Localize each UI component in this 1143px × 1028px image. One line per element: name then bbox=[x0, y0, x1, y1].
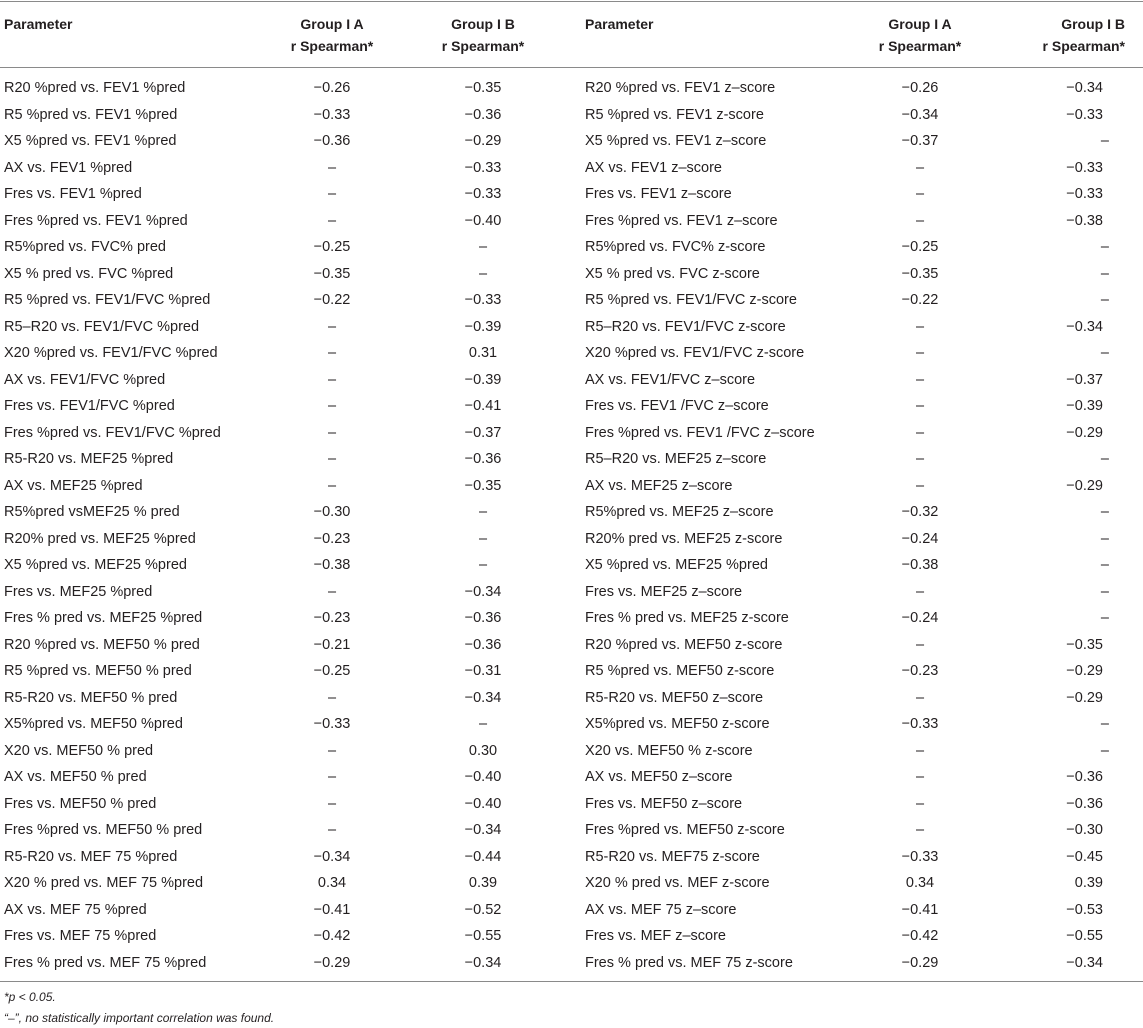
param-left-cell: R5–R20 vs. FEV1/FVC %pred bbox=[4, 318, 200, 335]
param-left-cell: R20% pred vs. MEF25 %pred bbox=[4, 530, 196, 547]
group-ib-right-cell: −0.37 bbox=[1066, 371, 1103, 388]
param-right-cell: Fres %pred vs. MEF50 z-score bbox=[585, 822, 785, 838]
table-row bbox=[0, 685, 1143, 712]
group-ia-right-cell: – bbox=[915, 371, 925, 388]
param-left-cell: X5 % pred vs. FVC %pred bbox=[4, 265, 174, 282]
param-right-cell: R5-R20 vs. MEF50 z–score bbox=[585, 689, 764, 706]
group-ia-right-cell: −0.24 bbox=[901, 610, 939, 626]
group-ib-right-cell: −0.33 bbox=[1066, 106, 1103, 123]
group-ib-right-cell: – bbox=[1100, 345, 1109, 361]
group-ib-right-cell: −0.33 bbox=[1066, 186, 1103, 202]
table-row bbox=[0, 393, 1143, 420]
table-row bbox=[0, 473, 1143, 500]
param-right-cell: R20 %pred vs. FEV1 z–score bbox=[585, 80, 776, 96]
param-left-cell: Fres %pred vs. MEF50 % pred bbox=[4, 822, 203, 838]
group-ib-right-cell: −0.55 bbox=[1066, 928, 1103, 944]
param-right-cell: AX vs. MEF25 z–score bbox=[585, 477, 733, 494]
group-ib-left-cell: −0.29 bbox=[464, 133, 502, 149]
group-ib-right-cell: – bbox=[1100, 716, 1109, 732]
group-ib-right-cell: −0.36 bbox=[1066, 769, 1103, 785]
group-ia-left-cell: −0.34 bbox=[313, 848, 351, 865]
param-right-cell: Fres %pred vs. FEV1 z–score bbox=[585, 212, 778, 229]
group-ia-right-cell: – bbox=[915, 477, 925, 494]
param-right-cell: Fres vs. FEV1 /FVC z–score bbox=[585, 398, 769, 414]
table-row bbox=[0, 446, 1143, 473]
header-group-ia-left-line1: Group I A bbox=[300, 16, 364, 32]
group-ib-left-cell: −0.37 bbox=[464, 424, 502, 441]
param-right-cell: R5%pred vs. MEF25 z–score bbox=[585, 504, 774, 520]
table-row bbox=[0, 208, 1143, 235]
group-ia-right-cell: – bbox=[915, 159, 925, 176]
group-ib-left-cell: −0.52 bbox=[464, 901, 502, 918]
header-group-ib-left bbox=[408, 13, 558, 57]
param-right-cell: X20 % pred vs. MEF z-score bbox=[585, 875, 770, 891]
group-ib-right-cell: −0.33 bbox=[1066, 159, 1103, 176]
param-left-cell: R5%pred vs. FVC% pred bbox=[4, 239, 166, 255]
param-right-cell: X5%pred vs. MEF50 z-score bbox=[585, 716, 770, 732]
table-bottom-rule bbox=[0, 981, 1143, 982]
group-ib-right-cell: −0.45 bbox=[1066, 848, 1103, 865]
group-ib-left-cell: – bbox=[478, 239, 488, 255]
table-row bbox=[0, 340, 1143, 367]
group-ia-left-cell: −0.29 bbox=[313, 954, 351, 971]
group-ia-right-cell: – bbox=[915, 186, 925, 202]
table-row bbox=[0, 552, 1143, 579]
group-ib-right-cell: −0.38 bbox=[1066, 212, 1103, 229]
group-ib-right-cell: −0.29 bbox=[1066, 477, 1103, 494]
group-ib-left-cell: −0.31 bbox=[464, 663, 502, 679]
param-left-cell: AX vs. MEF 75 %pred bbox=[4, 901, 147, 918]
group-ib-right-cell: – bbox=[1100, 292, 1109, 308]
group-ib-right-cell: – bbox=[1100, 239, 1109, 255]
group-ib-left-cell: −0.40 bbox=[464, 769, 502, 785]
group-ia-right-cell: – bbox=[915, 583, 925, 600]
param-right-cell: Fres % pred vs. MEF 75 z-score bbox=[585, 954, 793, 971]
group-ib-right-cell: – bbox=[1100, 583, 1109, 600]
table-row bbox=[0, 181, 1143, 208]
group-ia-right-cell: – bbox=[915, 636, 925, 653]
group-ib-right-cell: – bbox=[1100, 451, 1109, 467]
group-ib-left-cell: −0.39 bbox=[464, 318, 502, 335]
group-ib-left-cell: −0.34 bbox=[464, 822, 502, 838]
group-ib-right-cell: −0.29 bbox=[1066, 663, 1103, 679]
group-ia-right-cell: – bbox=[915, 318, 925, 335]
table-row bbox=[0, 923, 1143, 950]
param-left-cell: X20 % pred vs. MEF 75 %pred bbox=[4, 875, 204, 891]
param-right-cell: R5–R20 vs. MEF25 z–score bbox=[585, 451, 767, 467]
table-row bbox=[0, 764, 1143, 791]
group-ia-left-cell: −0.35 bbox=[313, 265, 351, 282]
param-left-cell: X20 %pred vs. FEV1/FVC %pred bbox=[4, 345, 218, 361]
header-parameter-left: Parameter bbox=[4, 16, 73, 32]
param-left-cell: Fres % pred vs. MEF25 %pred bbox=[4, 610, 203, 626]
group-ia-right-cell: −0.33 bbox=[901, 848, 939, 865]
group-ib-right-cell: −0.34 bbox=[1066, 80, 1103, 96]
group-ia-right-cell: −0.37 bbox=[901, 133, 939, 149]
header-group-ia-right bbox=[845, 13, 995, 57]
header-group-ib-right-line2: r Spearman* bbox=[1042, 38, 1125, 54]
param-right-cell: R5 %pred vs. FEV1/FVC z-score bbox=[585, 292, 797, 308]
param-left-cell: R5 %pred vs. FEV1 %pred bbox=[4, 106, 178, 123]
param-left-cell: Fres vs. MEF 75 %pred bbox=[4, 928, 157, 944]
group-ia-left-cell: −0.41 bbox=[313, 901, 351, 918]
group-ia-right-cell: −0.26 bbox=[901, 80, 939, 96]
group-ib-left-cell: −0.44 bbox=[464, 848, 502, 865]
group-ia-right-cell: – bbox=[915, 822, 925, 838]
group-ib-left-cell: −0.41 bbox=[464, 398, 502, 414]
group-ib-left-cell: −0.33 bbox=[464, 159, 502, 176]
param-right-cell: AX vs. MEF50 z–score bbox=[585, 769, 733, 785]
group-ia-left-cell: −0.33 bbox=[313, 716, 351, 732]
table-top-rule bbox=[0, 1, 1143, 2]
group-ib-left-cell: −0.34 bbox=[464, 689, 502, 706]
table-row bbox=[0, 314, 1143, 341]
group-ia-right-cell: −0.29 bbox=[901, 954, 939, 971]
param-left-cell: R5-R20 vs. MEF50 % pred bbox=[4, 689, 178, 706]
table-row bbox=[0, 579, 1143, 606]
table-row bbox=[0, 155, 1143, 182]
table-row bbox=[0, 844, 1143, 871]
table-row bbox=[0, 791, 1143, 818]
group-ia-left-cell: – bbox=[327, 795, 337, 812]
group-ib-left-cell: −0.34 bbox=[464, 954, 502, 971]
group-ib-right-cell: −0.35 bbox=[1066, 636, 1103, 653]
param-left-cell: Fres vs. MEF50 % pred bbox=[4, 795, 157, 812]
group-ia-right-cell: −0.42 bbox=[901, 928, 939, 944]
table-row bbox=[0, 738, 1143, 765]
table-row bbox=[0, 261, 1143, 288]
param-left-cell: AX vs. MEF50 % pred bbox=[4, 769, 147, 785]
table-row bbox=[0, 632, 1143, 659]
group-ib-right-cell: – bbox=[1100, 742, 1109, 759]
group-ib-left-cell: – bbox=[478, 504, 488, 520]
param-left-cell: R5 %pred vs. MEF50 % pred bbox=[4, 663, 192, 679]
param-left-cell: Fres vs. FEV1/FVC %pred bbox=[4, 398, 175, 414]
group-ib-left-cell: – bbox=[478, 530, 488, 547]
group-ia-left-cell: – bbox=[327, 424, 337, 441]
group-ia-right-cell: – bbox=[915, 769, 925, 785]
param-left-cell: X5 %pred vs. MEF25 %pred bbox=[4, 557, 187, 573]
group-ia-right-cell: – bbox=[915, 689, 925, 706]
param-left-cell: AX vs. FEV1/FVC %pred bbox=[4, 371, 166, 388]
group-ib-right-cell: – bbox=[1100, 530, 1109, 547]
group-ib-left-cell: – bbox=[478, 557, 488, 573]
param-left-cell: X5 %pred vs. FEV1 %pred bbox=[4, 133, 177, 149]
group-ia-left-cell: – bbox=[327, 477, 337, 494]
group-ib-right-cell: – bbox=[1100, 133, 1109, 149]
header-parameter-right: Parameter bbox=[585, 16, 654, 32]
group-ib-left-cell: −0.35 bbox=[464, 80, 502, 96]
group-ia-right-cell: −0.24 bbox=[901, 530, 939, 547]
group-ia-left-cell: – bbox=[327, 451, 337, 467]
param-right-cell: R5 %pred vs. MEF50 z-score bbox=[585, 663, 775, 679]
param-right-cell: Fres vs. MEF50 z–score bbox=[585, 795, 743, 812]
header-bottom-rule bbox=[0, 67, 1143, 68]
group-ia-left-cell: – bbox=[327, 398, 337, 414]
group-ia-right-cell: – bbox=[915, 742, 925, 759]
group-ib-left-cell: 0.30 bbox=[468, 742, 498, 759]
group-ia-left-cell: −0.25 bbox=[313, 239, 351, 255]
group-ib-right-cell: – bbox=[1100, 504, 1109, 520]
header-group-ia-left-line2: r Spearman* bbox=[290, 38, 374, 54]
table-row bbox=[0, 102, 1143, 129]
group-ib-right-cell: 0.39 bbox=[1074, 875, 1103, 891]
param-right-cell: X5 %pred vs. MEF25 %pred bbox=[585, 557, 768, 573]
group-ia-left-cell: – bbox=[327, 345, 337, 361]
group-ib-left-cell: 0.31 bbox=[468, 345, 498, 361]
group-ib-left-cell: −0.36 bbox=[464, 610, 502, 626]
header-group-ib-left-line2: r Spearman* bbox=[441, 38, 525, 54]
group-ib-right-cell: −0.34 bbox=[1066, 318, 1103, 335]
header-group-ib-right bbox=[1043, 13, 1125, 57]
param-right-cell: R5%pred vs. FVC% z-score bbox=[585, 239, 766, 255]
group-ia-right-cell: −0.38 bbox=[901, 557, 939, 573]
group-ib-left-cell: −0.36 bbox=[464, 106, 502, 123]
group-ib-left-cell: −0.36 bbox=[464, 636, 502, 653]
param-left-cell: Fres %pred vs. FEV1/FVC %pred bbox=[4, 424, 221, 441]
group-ia-right-cell: – bbox=[915, 795, 925, 812]
table-row bbox=[0, 367, 1143, 394]
param-right-cell: X20 %pred vs. FEV1/FVC z-score bbox=[585, 345, 805, 361]
group-ib-left-cell: −0.33 bbox=[464, 186, 502, 202]
group-ia-right-cell: −0.35 bbox=[901, 265, 939, 282]
group-ib-left-cell: −0.34 bbox=[464, 583, 502, 600]
header-group-ia-right-line1: Group I A bbox=[888, 16, 952, 32]
table-row bbox=[0, 287, 1143, 314]
group-ia-right-cell: – bbox=[915, 212, 925, 229]
header-group-ib-left-line1: Group I B bbox=[451, 16, 515, 32]
group-ia-right-cell: 0.34 bbox=[905, 875, 935, 891]
group-ia-left-cell: – bbox=[327, 689, 337, 706]
header-group-ib-right-line1: Group I B bbox=[1061, 16, 1125, 32]
table-row bbox=[0, 234, 1143, 261]
group-ib-right-cell: −0.36 bbox=[1066, 795, 1103, 812]
param-right-cell: Fres % pred vs. MEF25 z-score bbox=[585, 610, 789, 626]
param-left-cell: Fres % pred vs. MEF 75 %pred bbox=[4, 954, 207, 971]
param-left-cell: R5-R20 vs. MEF25 %pred bbox=[4, 451, 174, 467]
param-left-cell: R20 %pred vs. MEF50 % pred bbox=[4, 636, 200, 653]
param-right-cell: X20 vs. MEF50 % z-score bbox=[585, 742, 753, 759]
group-ia-left-cell: −0.33 bbox=[313, 106, 351, 123]
group-ib-right-cell: −0.34 bbox=[1066, 954, 1103, 971]
group-ia-left-cell: – bbox=[327, 742, 337, 759]
param-left-cell: AX vs. MEF25 %pred bbox=[4, 477, 143, 494]
param-right-cell: Fres vs. FEV1 z–score bbox=[585, 186, 732, 202]
group-ia-left-cell: −0.25 bbox=[313, 663, 351, 679]
header-group-ia-right-line2: r Spearman* bbox=[878, 38, 962, 54]
group-ib-right-cell: – bbox=[1100, 557, 1109, 573]
table-row bbox=[0, 870, 1143, 897]
group-ib-right-cell: −0.29 bbox=[1066, 424, 1103, 441]
group-ia-left-cell: −0.30 bbox=[313, 504, 351, 520]
table-body bbox=[0, 75, 1143, 976]
param-left-cell: Fres vs. FEV1 %pred bbox=[4, 186, 142, 202]
group-ib-left-cell: – bbox=[478, 716, 488, 732]
group-ia-right-cell: −0.22 bbox=[901, 292, 939, 308]
table-row bbox=[0, 711, 1143, 738]
param-right-cell: R20 %pred vs. MEF50 z-score bbox=[585, 636, 783, 653]
group-ia-right-cell: – bbox=[915, 345, 925, 361]
table-row bbox=[0, 75, 1143, 102]
group-ib-left-cell: 0.39 bbox=[468, 875, 498, 891]
group-ia-left-cell: – bbox=[327, 318, 337, 335]
group-ia-right-cell: −0.32 bbox=[901, 504, 939, 520]
group-ia-left-cell: 0.34 bbox=[317, 875, 347, 891]
group-ia-right-cell: – bbox=[915, 398, 925, 414]
group-ib-left-cell: – bbox=[478, 265, 488, 282]
group-ia-left-cell: −0.23 bbox=[313, 530, 351, 547]
param-right-cell: X5 %pred vs. FEV1 z–score bbox=[585, 133, 767, 149]
group-ib-left-cell: −0.35 bbox=[464, 477, 502, 494]
group-ia-right-cell: −0.34 bbox=[901, 106, 939, 123]
param-left-cell: Fres %pred vs. FEV1 %pred bbox=[4, 212, 188, 229]
group-ib-left-cell: −0.55 bbox=[464, 928, 502, 944]
group-ia-left-cell: – bbox=[327, 186, 337, 202]
group-ib-left-cell: −0.36 bbox=[464, 451, 502, 467]
group-ia-left-cell: −0.42 bbox=[313, 928, 351, 944]
group-ia-left-cell: – bbox=[327, 822, 337, 838]
table-row bbox=[0, 817, 1143, 844]
group-ia-right-cell: – bbox=[915, 424, 925, 441]
group-ia-left-cell: −0.23 bbox=[313, 610, 351, 626]
group-ib-right-cell: −0.53 bbox=[1066, 901, 1103, 918]
param-right-cell: R5-R20 vs. MEF75 z-score bbox=[585, 848, 760, 865]
group-ia-left-cell: – bbox=[327, 769, 337, 785]
param-left-cell: X20 vs. MEF50 % pred bbox=[4, 742, 154, 759]
param-left-cell: R5 %pred vs. FEV1/FVC %pred bbox=[4, 292, 211, 308]
group-ia-left-cell: – bbox=[327, 371, 337, 388]
group-ib-right-cell: −0.39 bbox=[1066, 398, 1103, 414]
group-ia-left-cell: −0.22 bbox=[313, 292, 351, 308]
table-row bbox=[0, 950, 1143, 977]
table-row bbox=[0, 499, 1143, 526]
group-ib-right-cell: – bbox=[1100, 265, 1109, 282]
group-ia-left-cell: −0.21 bbox=[313, 636, 351, 653]
param-right-cell: R5–R20 vs. FEV1/FVC z-score bbox=[585, 318, 786, 335]
group-ib-right-cell: −0.30 bbox=[1066, 822, 1103, 838]
param-right-cell: AX vs. FEV1 z–score bbox=[585, 159, 722, 176]
group-ia-right-cell: −0.23 bbox=[901, 663, 939, 679]
param-left-cell: R20 %pred vs. FEV1 %pred bbox=[4, 80, 186, 96]
param-left-cell: R5-R20 vs. MEF 75 %pred bbox=[4, 848, 178, 865]
group-ia-left-cell: −0.36 bbox=[313, 133, 351, 149]
group-ia-right-cell: −0.33 bbox=[901, 716, 939, 732]
param-right-cell: R5 %pred vs. FEV1 z-score bbox=[585, 106, 764, 123]
group-ia-right-cell: −0.41 bbox=[901, 901, 939, 918]
table-row bbox=[0, 128, 1143, 155]
group-ib-left-cell: −0.40 bbox=[464, 212, 502, 229]
group-ia-left-cell: −0.26 bbox=[313, 80, 351, 96]
group-ia-left-cell: −0.38 bbox=[313, 557, 351, 573]
param-right-cell: AX vs. MEF 75 z–score bbox=[585, 901, 737, 918]
group-ib-right-cell: −0.29 bbox=[1066, 689, 1103, 706]
param-left-cell: X5%pred vs. MEF50 %pred bbox=[4, 716, 183, 732]
table-row bbox=[0, 526, 1143, 553]
group-ib-left-cell: −0.33 bbox=[464, 292, 502, 308]
param-left-cell: R5%pred vsMEF25 % pred bbox=[4, 504, 180, 520]
group-ia-right-cell: – bbox=[915, 451, 925, 467]
header-group-ia-left bbox=[257, 13, 407, 57]
table-row bbox=[0, 658, 1143, 685]
param-right-cell: Fres vs. MEF25 z–score bbox=[585, 583, 743, 600]
param-right-cell: Fres %pred vs. FEV1 /FVC z–score bbox=[585, 424, 815, 441]
group-ib-left-cell: −0.40 bbox=[464, 795, 502, 812]
footnote-significance: *p < 0.05. bbox=[4, 990, 56, 1004]
param-left-cell: AX vs. FEV1 %pred bbox=[4, 159, 133, 176]
footnote-dash-meaning: “–”, no statistically important correlation was found. bbox=[4, 1011, 275, 1025]
group-ia-right-cell: −0.25 bbox=[901, 239, 939, 255]
param-right-cell: X5 % pred vs. FVC z-score bbox=[585, 265, 760, 282]
param-right-cell: R20% pred vs. MEF25 z-score bbox=[585, 530, 783, 547]
group-ia-left-cell: – bbox=[327, 159, 337, 176]
table-row bbox=[0, 420, 1143, 447]
group-ia-left-cell: – bbox=[327, 583, 337, 600]
param-right-cell: AX vs. FEV1/FVC z–score bbox=[585, 371, 756, 388]
param-left-cell: Fres vs. MEF25 %pred bbox=[4, 583, 153, 600]
group-ib-left-cell: −0.39 bbox=[464, 371, 502, 388]
group-ib-right-cell: – bbox=[1100, 610, 1109, 626]
group-ia-left-cell: – bbox=[327, 212, 337, 229]
param-right-cell: Fres vs. MEF z–score bbox=[585, 928, 726, 944]
table-row bbox=[0, 605, 1143, 632]
table-row bbox=[0, 897, 1143, 924]
